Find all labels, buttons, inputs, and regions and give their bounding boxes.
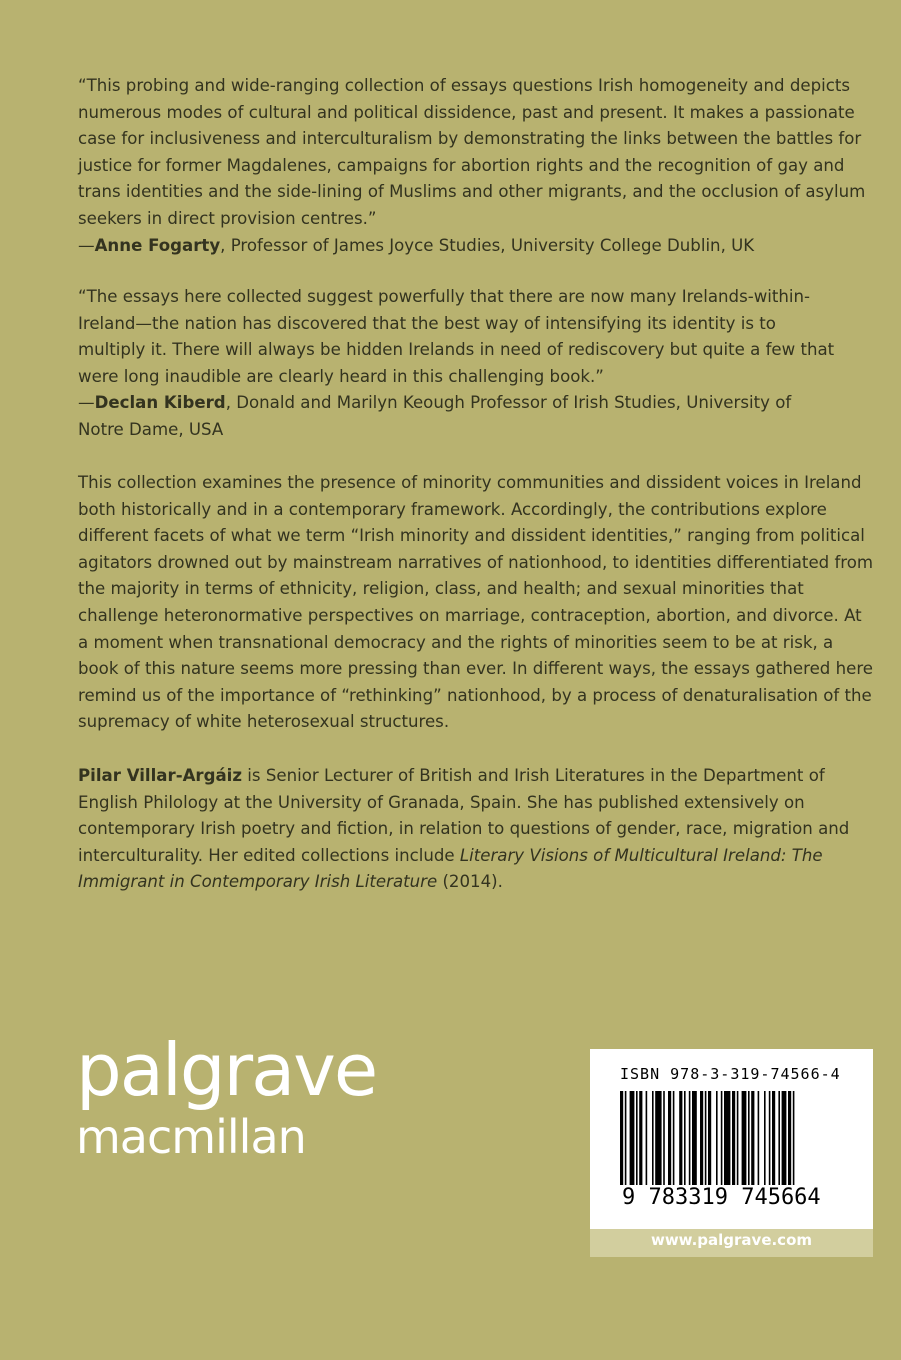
bio-text: is Senior Lecturer of British and Irish Literatures in the Department of English Philology at the University of Granada, Spain. She has published extensively on contemporary Irish poetry and fiction, in relation to questions of gender, race, migration and interculturality. Her edited collections include bbox=[78, 766, 850, 865]
quote-1-author: Anne Fogarty bbox=[94, 235, 221, 255]
quote-2-text: “The essays here collected suggest powerfully that there are now many Irelands-within-Ireland—the nation has discovered that the best way of intensifying its identity is to multiply it. There will always be hidden Irelands in need of rediscovery but quite a few that were long inaudible are clearly heard in this challenging book.” bbox=[78, 287, 835, 386]
isbn-label: ISBN 978-3-319-74566-4 bbox=[620, 1065, 841, 1083]
logo-macmillan: macmillan bbox=[76, 1110, 306, 1164]
quote-1-affiliation: , Professor of James Joyce Studies, University College Dublin, UK bbox=[220, 235, 755, 255]
description-text: This collection examines the presence of minority communities and dissident voices in Ireland both historically and in a contemporary framework. Accordingly, the contributions explore different facets of what we term “Irish minority and dissident identities,” ranging from political agitators drowned out by mainstream narratives of nationhood, to identities differentiated from the majority in terms of ethnicity, religion, class, and health; and sexual minorities that challenge heteronormative perspectives on marriage, contraception, abortion, and divorce. At a moment when transnational democracy and the rights of minorities seem to be at risk, a book of this nature seems more pressing than ever. In different ways, the essays gathered here remind us of the importance of “rethinking” nationhood, by a process of denaturalisation of the supremacy of white heterosexual structures. bbox=[78, 473, 874, 732]
quote-1-dash: — bbox=[78, 235, 95, 255]
endorsement-quote-1 bbox=[78, 73, 868, 259]
quote-2-dash: — bbox=[78, 393, 95, 413]
book-description bbox=[78, 470, 874, 736]
bio-year: (2014). bbox=[437, 872, 503, 892]
bio-book-title: Literary Visions of Multicultural Ireland: The Immigrant in Contemporary Irish Literature bbox=[78, 845, 823, 892]
barcode-digits: 9 783319 745664 bbox=[622, 1185, 821, 1210]
publisher-logo bbox=[76, 1030, 376, 1164]
quote-1-text: “This probing and wide-ranging collection of essays questions Irish homogeneity and depicts numerous modes of cultural and political dissidence, past and present. It makes a passionate case for inclusiveness and interculturalism by demonstrating the links between the battles for justice for former Magdalenes, campaigns for abortion rights and the recognition of gay and trans identities and the side-lining of Muslims and other migrants, and the occlusion of asylum seekers in direct provision centres.” bbox=[78, 76, 866, 228]
author-bio bbox=[78, 763, 878, 896]
isbn-barcode bbox=[590, 1049, 873, 1229]
publisher-url: www.palgrave.com bbox=[590, 1229, 873, 1257]
quote-2-affiliation: , Donald and Marilyn Keough Professor of Irish Studies, University of Notre Dame, USA bbox=[78, 393, 792, 439]
endorsement-quote-2 bbox=[78, 284, 838, 444]
logo-palgrave: palgrave bbox=[76, 1028, 377, 1112]
bio-author-name: Pilar Villar-Argáiz bbox=[78, 766, 243, 785]
quote-2-author: Declan Kiberd bbox=[94, 393, 226, 413]
